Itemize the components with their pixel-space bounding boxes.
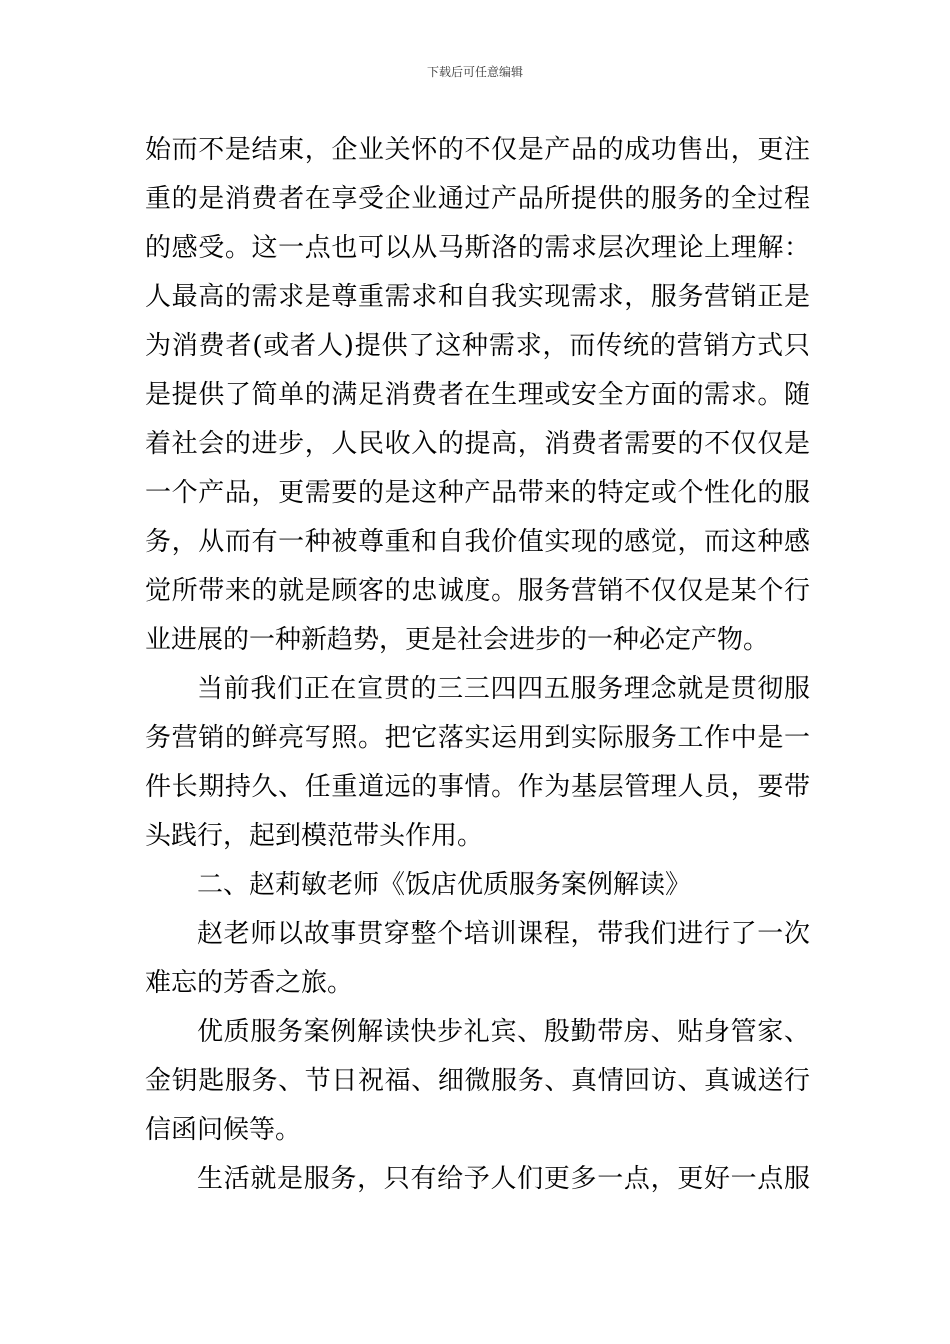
document-body — [145, 126, 810, 1204]
text-line: 一个产品，更需要的是这种产品带来的特定或个性化的服 — [145, 478, 810, 508]
text-line: 始而不是结束，企业关怀的不仅是产品的成功售出，更注 — [145, 135, 810, 165]
page-header: 下载后可任意编辑 — [426, 65, 523, 79]
text-line: 是提供了简单的满足消费者在生理或安全方面的需求。随 — [145, 380, 810, 410]
text-line: 的感受。这一点也可以从马斯洛的需求层次理论上理解： — [145, 233, 810, 263]
text-line: 优质服务案例解读快步礼宾、殷勤带房、贴身管家、 — [197, 1017, 810, 1047]
text-line: 务，从而有一种被尊重和自我价值实现的感觉，而这种感 — [145, 527, 810, 557]
text-line: 着社会的进步，人民收入的提高，消费者需要的不仅仅是 — [145, 429, 810, 459]
text-line: 难忘的芳香之旅。 — [145, 968, 354, 998]
text-line: 为消费者(或者人)提供了这种需求，而传统的营销方式只 — [145, 331, 810, 361]
text-line: 务营销的鲜亮写照。把它落实运用到实际服务工作中是一 — [145, 723, 810, 753]
text-line: 信函问候等。 — [145, 1115, 302, 1145]
text-line: 金钥匙服务、节日祝福、细微服务、真情回访、真诚送行 — [145, 1066, 810, 1096]
text-line: 人最高的需求是尊重需求和自我实现需求，服务营销正是 — [145, 282, 810, 312]
text-line: 头践行，起到模范带头作用。 — [145, 821, 484, 851]
text-line: 当前我们正在宣贯的三三四四五服务理念就是贯彻服 — [197, 674, 810, 704]
text-line: 重的是消费者在享受企业通过产品所提供的服务的全过程 — [145, 184, 810, 214]
text-line: 件长期持久、任重道远的事情。作为基层管理人员，要带 — [145, 772, 810, 802]
text-line: 业进展的一种新趋势，更是社会进步的一种必定产物。 — [145, 625, 770, 655]
text-line: 生活就是服务，只有给予人们更多一点，更好一点服 — [197, 1164, 810, 1194]
section-heading: 二、赵莉敏老师《饭店优质服务案例解读》 — [197, 870, 692, 900]
text-line: 赵老师以故事贯穿整个培训课程，带我们进行了一次 — [197, 919, 810, 949]
text-line: 觉所带来的就是顾客的忠诚度。服务营销不仅仅是某个行 — [145, 576, 810, 606]
